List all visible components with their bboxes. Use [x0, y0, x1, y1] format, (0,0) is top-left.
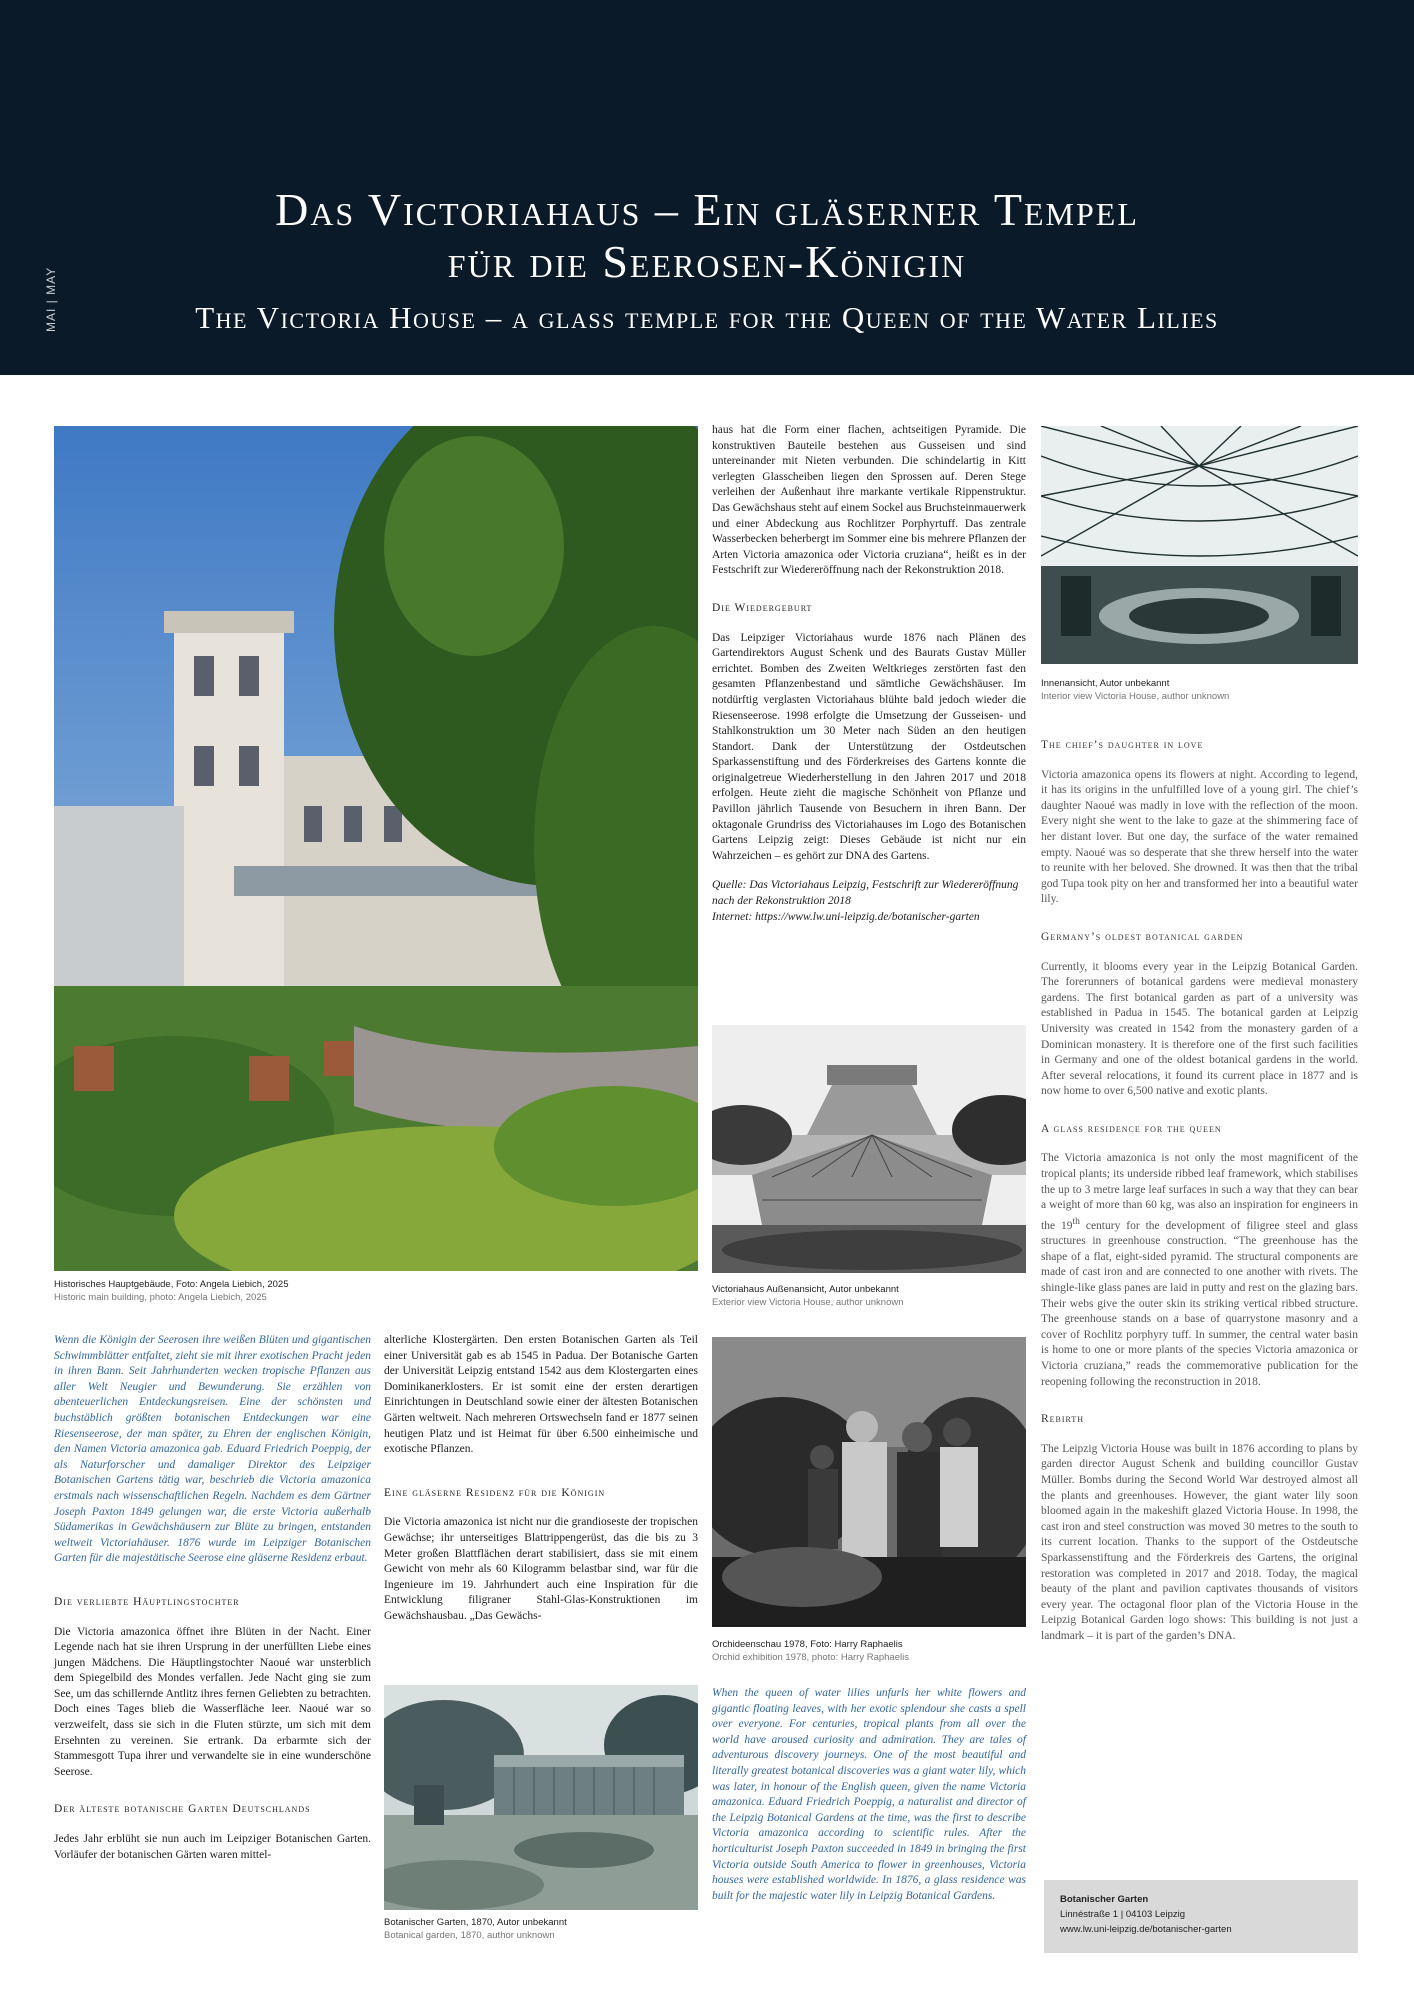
title-english: The Victoria House – a glass temple for the Queen of the Water Lilies	[195, 300, 1219, 335]
caption-garden-1870	[384, 1916, 698, 1942]
text-german-oldest-garden-a: Jedes Jahr erblüht sie nun auch im Leipziger Botanischen Garten. Vorläufer der botanischen Gärten waren mittel-	[54, 1833, 371, 1861]
text-english-oldest-garden: Currently, it blooms every year in the Leipzig Botanical Garden. The forerunners of botanical gardens were medieval monastery gardens. The first botanical garden as part of a university was established in Padua in 1545. The botanical garden at Leipzig University was created in 1542 from the monastery garden of a Dominican monastery. It is therefore one of the first such facilities in Germany and one of the oldest botanical gardens in the world. After several relocations, it found its current place in 1877 and is now home to over 6,500 native and exotic plants.	[1041, 960, 1358, 1098]
title-german-line1: Das Victoriahaus – Ein gläserner Tempel	[275, 184, 1139, 235]
header-banner	[0, 0, 1414, 375]
caption-orchid-exhibition	[712, 1638, 1026, 1664]
caption-german: Innenansicht, Autor unbekannt	[1041, 678, 1170, 689]
caption-german: Victoriahaus Außenansicht, Autor unbekannt	[712, 1284, 899, 1295]
intro-german: Wenn die Königin der Seerosen ihre weißen Blüten und gigantischen Schwimmblätter entfaltet, zieht sie mit ihrer exotischen Pracht jeden in ihren Bann. Seit Jahrhunderten wecken tropische Pflanzen aus aller Welt Neugier und Bewunderung. Sie erzählen von abenteuerlichen Entdeckungsreisen. Eine der schönsten und buchstäblich größten botanischen Entdeckungen war eine Riesenseerose, der man später, zu Ehren der englischen Königin, den Namen Victoria amazonica gab. Eduard Friedrich Poeppig, der als Naturforscher und damaliger Direktor des Leipziger Botanischen Gartens tätig war, beschrieb die Victoria amazonica erstmals nach wissenschaftlichen Regeln. Nachdem es dem Gärtner Joseph Paxton 1849 gelungen war, die erste Victoria außerhalb Südamerikas in Gewächshäusern zur Blüte zu bringen, entstanden weltweit Victoriahäuser. 1876 wurde im Leipziger Botanischen Garten für die majestätische Seerose eine gläserne Residenz erbaut.	[54, 1334, 371, 1565]
heading-german-oldest-garden: Der älteste botanische Garten Deutschlands	[54, 1803, 311, 1816]
text-english-rebirth: The Leipzig Victoria House was built in 1876 according to plans by garden director August Schenk and building councillor Gustav Müller. Bombs during the Second World War destroyed almost all the plants and greenhouses. However, the giant water lily soon bloomed again in the makeshift glazed Victoria House. In 1998, the cast iron and steel construction was moved 30 metres to the south to its current location. Thanks to the support of the Ostdeutsche Sparkassenstiftung and the Förderkreis des Gartens, the original restoration was completed in 2017 and 2018. Today, the magical beauty of the plant and pavilion captivates thousands of visitors every year. The octagonal floor plan of the Victoria House in the Leipzig Botanical Garden logo shows: This building is not just a landmark – it is part of the garden’s DNA.	[1041, 1442, 1358, 1642]
heading-german-legend: Die verliebte Häuptlingstochter	[54, 1595, 240, 1608]
column-english-text	[1041, 738, 1358, 1659]
contact-name: Botanischer Garten	[1060, 1894, 1149, 1905]
heading-german-residence: Eine gläserne Residenz für die Königin	[384, 1486, 606, 1499]
source-german	[712, 878, 1026, 925]
caption-interior	[1041, 677, 1358, 703]
text-english-residence	[1041, 1151, 1358, 1390]
column-german-intro	[54, 1333, 371, 1877]
caption-english: Historic main building, photo: Angela Liebich, 2025	[54, 1292, 267, 1303]
contact-box	[1044, 1880, 1358, 1953]
caption-exterior	[712, 1283, 1026, 1309]
contact-address: Linnéstraße 1 | 04103 Leipzig	[1060, 1909, 1185, 1920]
caption-german: Orchideenschau 1978, Foto: Harry Raphaelis	[712, 1639, 903, 1650]
heading-german-rebirth: Die Wiedergeburt	[712, 601, 813, 614]
photo-interior-view	[1041, 426, 1358, 664]
caption-english: Exterior view Victoria House, author unknown	[712, 1297, 904, 1308]
heading-english-legend: The chief’s daughter in love	[1041, 739, 1204, 751]
caption-english: Botanical garden, 1870, author unknown	[384, 1930, 555, 1941]
heading-english-rebirth: Rebirth	[1041, 1413, 1085, 1426]
text-german-residence-b: haus hat die Form einer flachen, achtseitigen Pyramide. Die konstruktiven Bauteile bestehen aus Gusseisen und sind untereinander mit Nieten verbunden. Die schindelartig in Kitt verlegten Glasscheiben liegen den Sprossen auf. Deren Stege verleihen der Außenhaut ihre markante vertikale Rippenstruktur. Das Gewächshaus steht auf einem Sockel aus Bruchsteinmauerwerk und einer Abdeckung aus Rochlitzer Porphyrtuff. Das zentrale Wasserbecken beherbergt im Sommer eine bis mehrere Pflanzen der Arten Victoria amazonica oder Victoria cruziana“, heißt es in der Festschrift zur Wiedereröffnung nach der Rekonstruktion 2018.	[712, 424, 1026, 577]
intro-english: When the queen of water lilies unfurls her white flowers and gigantic floating leaves, with her exotic splendour she casts a spell over everyone. For centuries, tropical plants from all over the world have aroused curiosity and admiration. They are tales of adventurous discovery journeys. One of the most beautiful and literally greatest botanical discoveries was a giant water lily, which was later, in honour of the English queen, given the name Victoria amazonica. Eduard Friedrich Poeppig, a naturalist and director of the Leipzig Botanical Gardens at the time, was the first to describe Victoria amazonica according to scientific rules. After the horticulturist Joseph Paxton succeeded in 1849 in bringing the first Victoria outside South America to flower in greenhouses, Victoria houses were established worldwide. In 1876, a glass residence was built for the majestic water lily in Leipzig Botanical Gardens.	[712, 1687, 1026, 1902]
heading-english-residence: A glass residence for the queen	[1041, 1122, 1222, 1135]
caption-english: Interior view Victoria House, author unknown	[1041, 691, 1230, 702]
month-label: MAI | MAY	[44, 266, 58, 332]
photo-botanical-garden-1870	[384, 1685, 698, 1910]
heading-english-oldest-garden: Germany’s oldest botanical garden	[1041, 930, 1244, 943]
text-german-rebirth: Das Leipziger Victoriahaus wurde 1876 nach Plänen des Gartendirektors August Schenk und des Baurats Gustav Müller errichtet. Bomben des Zweiten Weltkrieges zerstörten fast den gesamten Pflanzenbestand und sämtliche Gewächshäuser. Im notdürftig verglasten Victoriahaus blühte bald jedoch wieder die Riesenseerose. 1998 erfolgte die Umsetzung der Gusseisen- und Stahlkonstruktion um 30 Meter nach Süden an den heutigen Standort. Dank der Unterstützung der Ostdeutschen Sparkassenstiftung und des Förderkreises des Gartens konnte die originalgetreue Wiederherstellung in den Jahren 2017 und 2018 erfolgen. Heute zieht die magische Schönheit von Pflanze und Pavillon jährlich Tausende von Besuchern in ihren Bann. Der oktagonale Grundriss des Victoriahauses im Logo des Botanischen Gartens Leipzig zeigt: Dieses Gebäude ist nicht nur ein Wahrzeichen – es gehört zur DNA des Gartens.	[712, 631, 1026, 862]
photo-historic-main-building	[54, 426, 698, 1271]
title-german-line2: für die Seerosen-Königin	[447, 236, 967, 287]
contact-website[interactable]: www.lw.uni-leipzig.de/botanischer-garten	[1060, 1924, 1232, 1935]
text-english-residence-b: century for the development of filigree steel and glass structures in greenhouse construction. “The greenhouse has the shape of a flat, eight-sided pyramid. The structural components are made of cast iron and are connected to one another with rivets. The shingle-like glass panes are laid in putty and rest on the glazing bars. Their webs give the outer skin its striking vertical ribbed structure. The greenhouse stands on a base of quarrystone masonry and a cover of Rochlitz porphyry tuff. In summer, the central water basin is home to one or more plants of the species Victoria amazonica or Victoria cruziana,” reads the commemorative publication for the reopening following the reconstruction in 2018.	[1041, 1219, 1358, 1388]
caption-english: Orchid exhibition 1978, photo: Harry Raphaelis	[712, 1652, 909, 1663]
photo-orchid-exhibition-1978	[712, 1337, 1026, 1627]
column-german-residence	[384, 1333, 698, 1639]
text-german-residence-a: Die Victoria amazonica ist nicht nur die grandioseste der tropischen Gewächse; ihr unterseitiges Blattrippengerüst, das die bis zu 3 Meter großen Blattflächen derart stabilisiert, dass sie mit einem Gewicht von mehr als 60 Kilogramm belastbar sind, war für die Ingenieure im 19. Jahrhundert auch eine Inspiration für die Entwicklung filigraner Stahl-Glas-Konstruktionen im Gewächshausbau. „Das Gewächs-	[384, 1516, 698, 1622]
superscript-th: th	[1072, 1215, 1080, 1227]
caption-main-photo	[54, 1278, 698, 1304]
text-german-legend: Die Victoria amazonica öffnet ihre Blüten in der Nacht. Einer Legende nach hat sie ihren Ursprung in der unerfüllten Liebe eines jungen Mädchens. Die Häuptlingstochter Naoué war unsterblich dem Spiegelbild des Mondes verfallen. Jede Nacht ging sie zum See, um das schillernde Antlitz ihres fernen Geliebten zu betrachten. Doch eines Tages blieb die Wasserfläche leer. Naoué war so verzweifelt, dass sie sich in die Fluten stürzte, um sich mit dem Ersehnten zu vereinen. Sie ertrank. Da erbarmte sich der Stammesgott Tupa ihrer und verwandelte sie in eine wunderschöne Seerose.	[54, 1625, 371, 1778]
text-german-oldest-garden-b: alterliche Klostergärten. Den ersten Botanischen Garten als Teil einer Universität gab es ab 1545 in Padua. Der Botanische Garten der Universität Leipzig entstand 1542 aus dem Klostergarten eines Dominikanerklosters. Er ist somit eine der ersten derartigen Einrichtungen in Deutschland sowie einer der ältesten Botanischen Gärten weltweit. Nach mehreren Ortswechseln fand er 1877 seinen heutigen Platz und ist Heimat für über 6.500 einheimische und exotische Pflanzen.	[384, 1334, 698, 1456]
column-english-intro	[712, 1686, 1026, 1918]
caption-german: Historisches Hauptgebäude, Foto: Angela Liebich, 2025	[54, 1279, 289, 1290]
text-english-legend: Victoria amazonica opens its flowers at night. According to legend, it has its origins in the unfulfilled love of a young girl. The chief’s daughter Naoué was madly in love with the reflection of the moon. Every night she went to the lake to gaze at the shimmering face of her distant lover. But one day, the surface of the water remained empty. Naoué was so desperate that she threw herself into the water to reunite with her beloved. She drowned. It was then that the tribal god Tupa took pity on her and transformed her into a beautiful water lily.	[1041, 768, 1358, 906]
photo-exterior-view	[712, 1025, 1026, 1273]
text-english-residence-a: The Victoria amazonica is not only the most magnificent of the tropical plants; its underside ribbed leaf framework, which stabilises the up to 3 metre large leaf surfaces in such a way that they can bear a weight of more than 60 kg, was also an inspiration for engineers in the 19	[1041, 1152, 1358, 1232]
source-website: Internet: https://www.lw.uni-leipzig.de/botanischer-garten	[712, 910, 980, 923]
source-publication: Quelle: Das Victoriahaus Leipzig, Festschrift zur Wiedereröffnung nach der Rekonstruktion 2018	[712, 879, 1019, 908]
caption-german: Botanischer Garten, 1870, Autor unbekannt	[384, 1917, 567, 1928]
column-german-rebirth	[712, 423, 1026, 939]
